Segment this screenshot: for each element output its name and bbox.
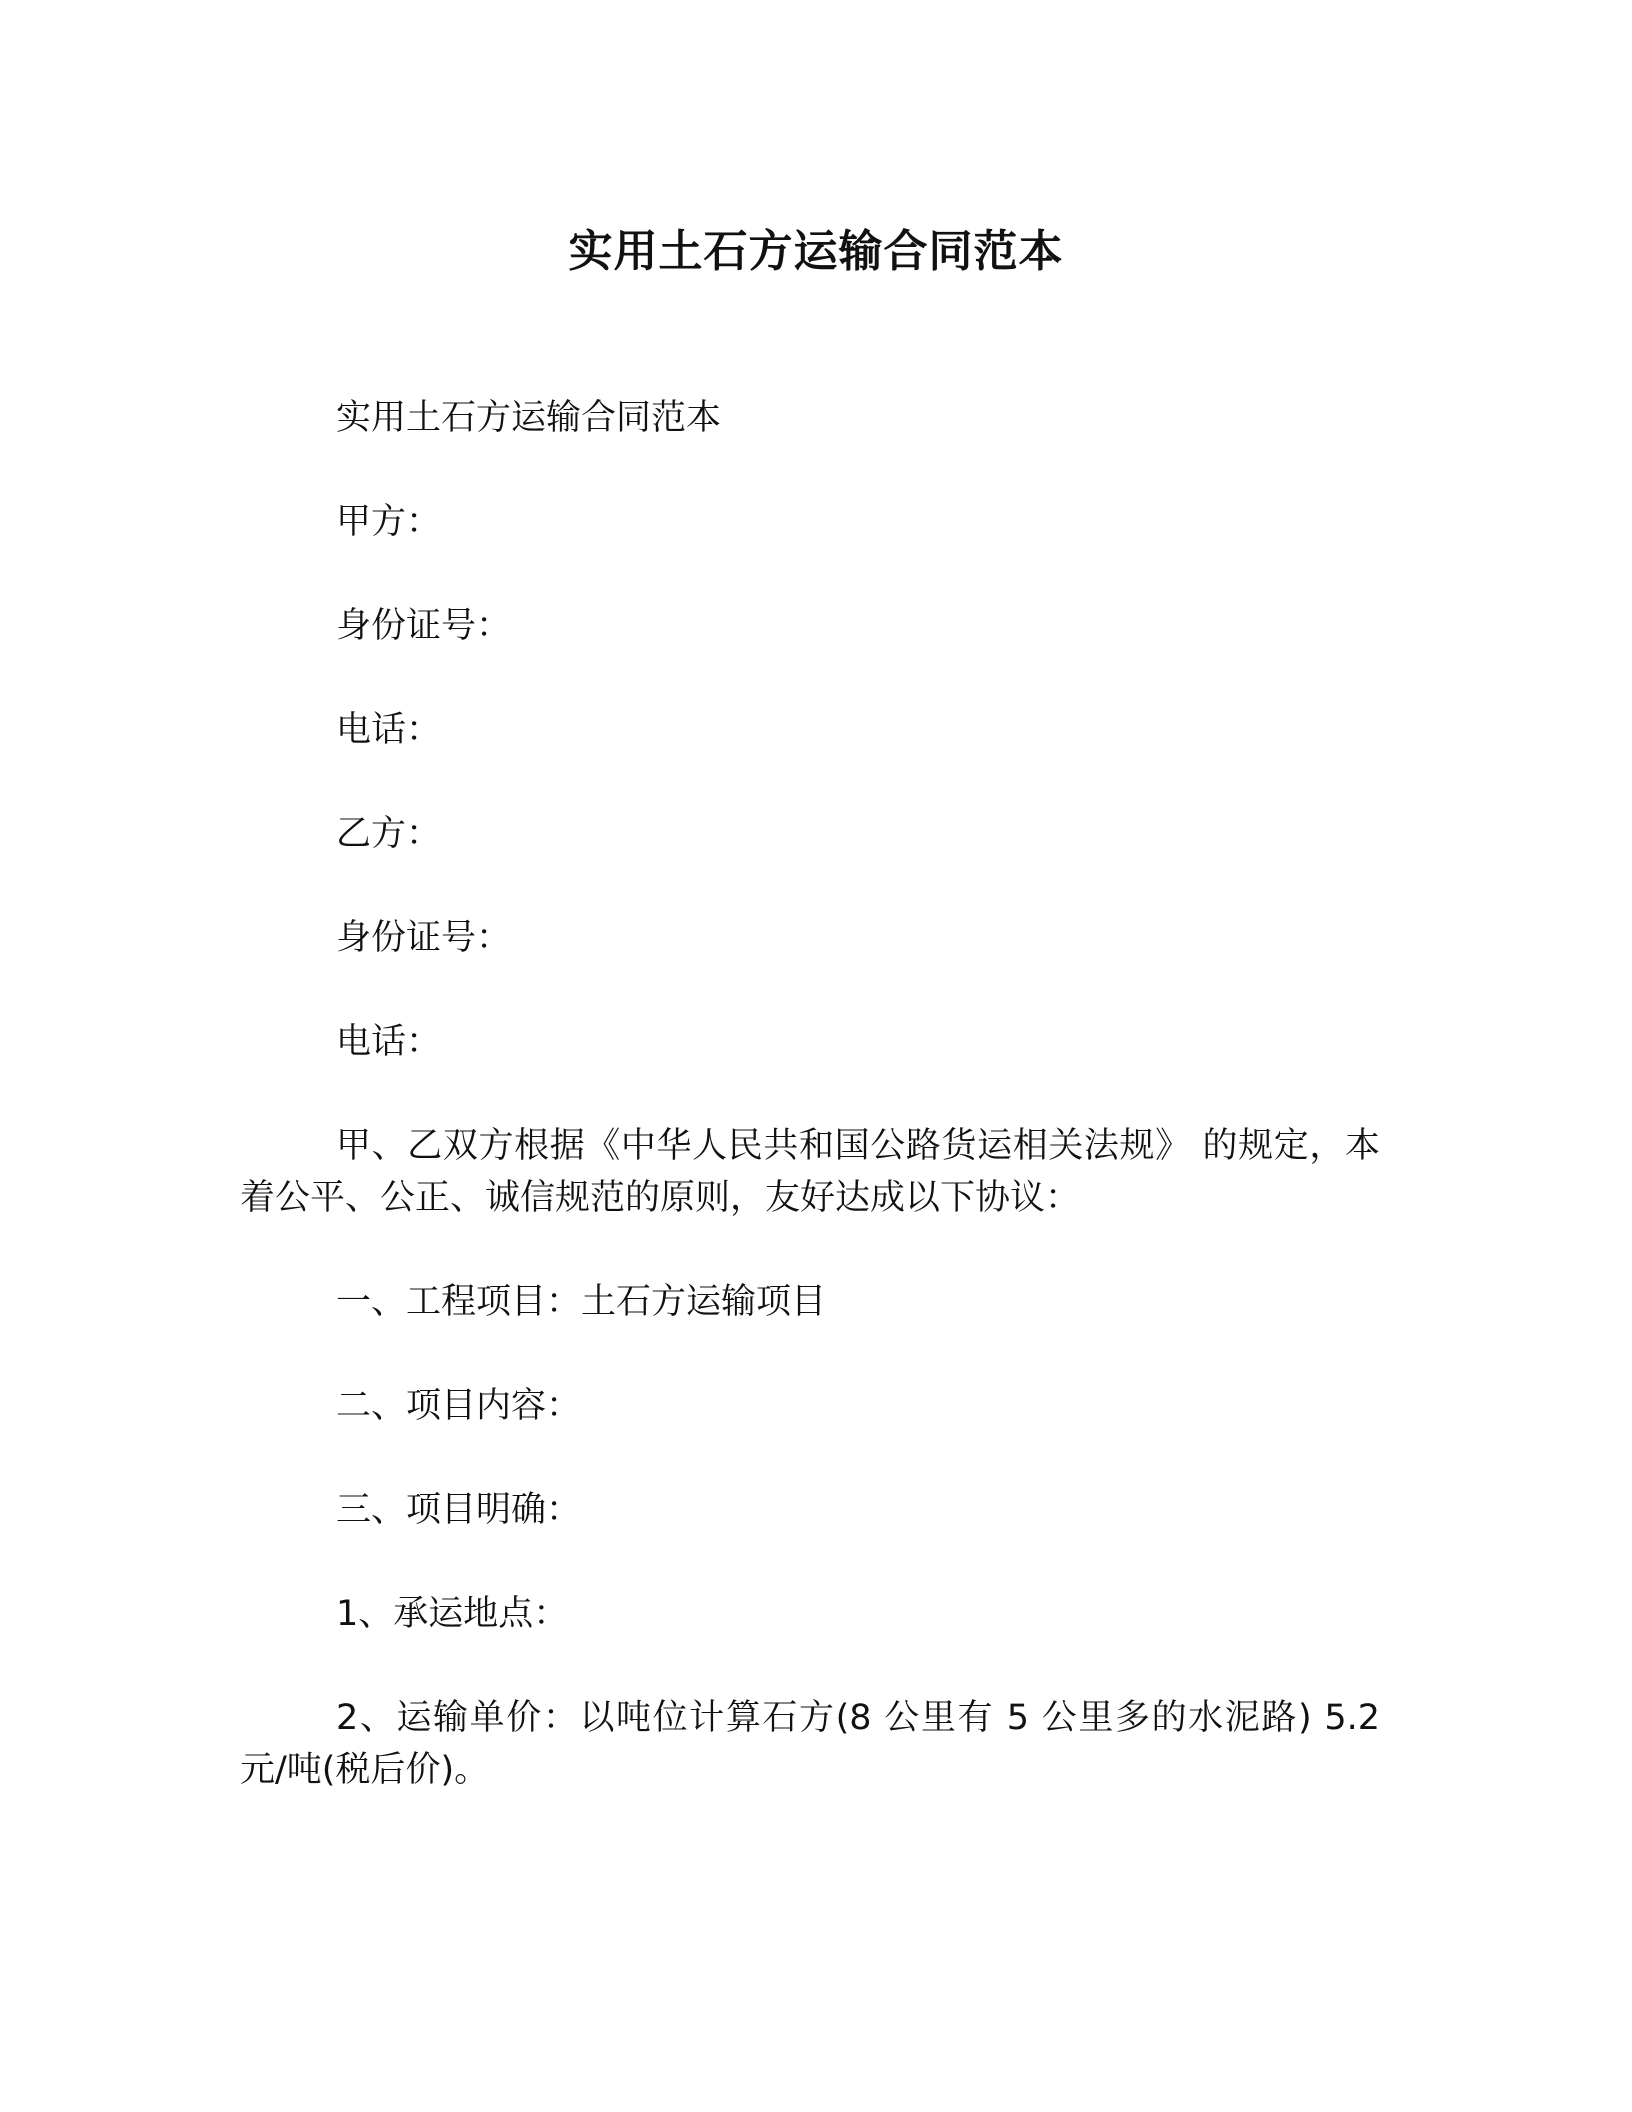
paragraph-subtitle: 实用土石方运输合同范本 — [336, 398, 722, 438]
paragraph-location: 1、承运地点： — [336, 1594, 569, 1634]
paragraph-party-b: 乙方： — [336, 814, 442, 854]
document-body — [240, 392, 1380, 1848]
paragraph-party-b-id: 身份证号： — [336, 918, 512, 958]
paragraph-party-a-id: 身份证号： — [336, 606, 512, 646]
paragraph-project-content: 二、项目内容： — [336, 1386, 582, 1426]
paragraph-project: 一、工程项目：土石方运输项目 — [336, 1282, 827, 1322]
paragraph-agreement-intro: 甲、乙双方根据《中华人民共和国公路货运相关法规》 的规定，本着公平、公正、诚信规范的原则，友好达成以下协议： — [240, 1126, 1380, 1218]
paragraph-party-a-phone: 电话： — [336, 710, 442, 750]
document-title: 实用土石方运输合同范本 — [568, 226, 1064, 277]
paragraph-party-a: 甲方： — [336, 502, 442, 542]
paragraph-unit-price: 2、运输单价：以吨位计算石方(8 公里有 5 公里多的水泥路) 5.2 元/吨(税后价)。 — [240, 1698, 1380, 1790]
paragraph-party-b-phone: 电话： — [336, 1022, 442, 1062]
paragraph-project-details: 三、项目明确： — [336, 1490, 582, 1530]
